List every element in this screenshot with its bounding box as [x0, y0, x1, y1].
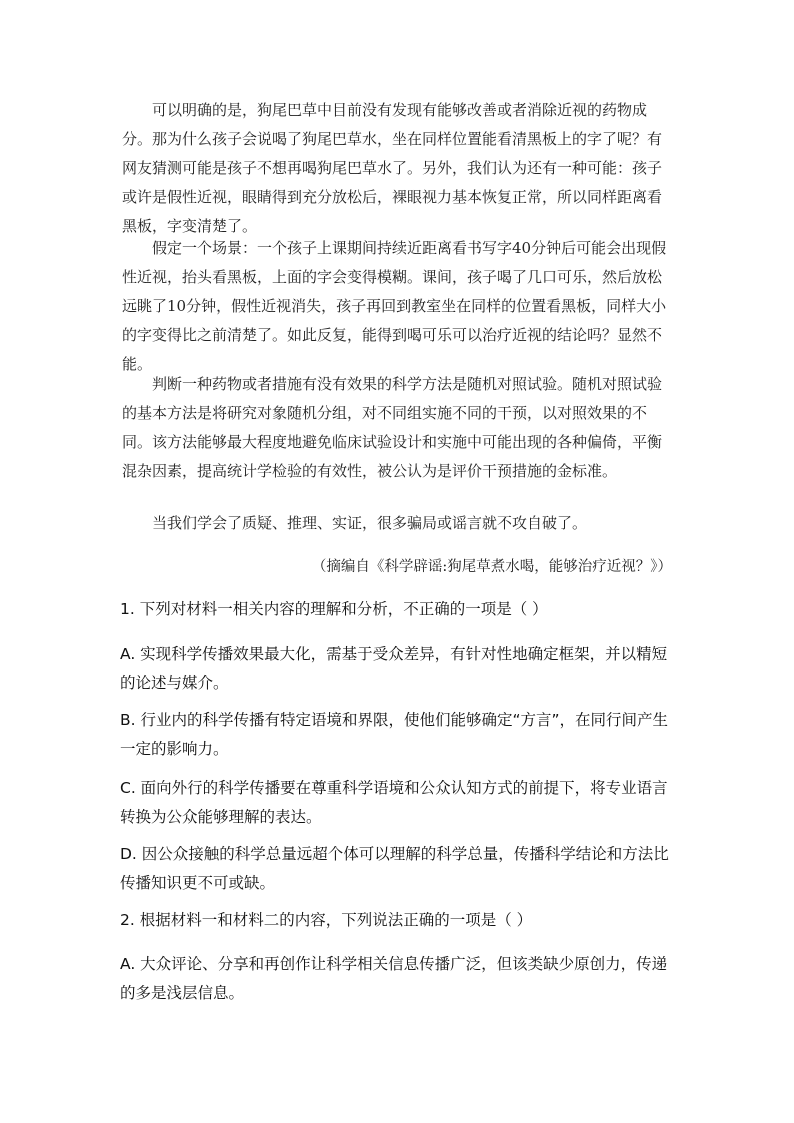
question-1-option-c: C. 面向外行的科学传播要在尊重科学语境和公众认知方式的前提下，将专业语言转换为公众能够理解的表达。	[120, 779, 668, 826]
source-citation: （摘编自《科学辟谣:狗尾草煮水喝，能够治疗近视？》）	[311, 559, 672, 575]
question-2-option-a: A. 大众评论、分享和再创作让科学相关信息传播广泛，但该类缺少原创力，传递的多是浅层信息。	[120, 955, 668, 1002]
passage-paragraph-4: 当我们学会了质疑、推理、实证，很多骗局或谣言就不攻自破了。	[152, 514, 588, 532]
question-1-stem: 1. 下列对材料一相关内容的理解和分析，不正确的一项是（ ）	[120, 600, 548, 618]
passage-paragraph-3: 判断一种药物或者措施有没有效果的科学方法是随机对照试验。随机对照试验的基本方法是将研究对象随机分组，对不同组实施不同的干预，以对照效果的不同。该方法能够最大程度地避免临床试验设计和实施中可能出现的各种偏倚，平衡混杂因素，提高统计学检验的有效性，被公认为是评价干预措施的金标准。	[122, 375, 663, 480]
passage-paragraph-2: 假定一个场景：一个孩子上课期间持续近距离看书写字40分钟后可能会出现假性近视，抬头看黑板，上面的字会变得模糊。课间，孩子喝了几口可乐，然后放松远眺了10分钟，假性近视消失，孩子再回到教室坐在同样的位置看黑板，同样大小的字变得比之前清楚了。如此反复，能得到喝可乐可以治疗近视的结论吗？显然不能。	[122, 239, 667, 373]
question-1-option-a: A. 实现科学传播效果最大化，需基于受众差异，有针对性地确定框架，并以精短的论述与媒介。	[120, 645, 668, 692]
question-1-option-b: B. 行业内的科学传播有特定语境和界限，使他们能够确定“方言”，在同行间产生一定的影响力。	[120, 711, 669, 758]
question-1-option-d: D. 因公众接触的科学总量远超个体可以理解的科学总量，传播科学结论和方法比传播知识更不可或缺。	[120, 845, 669, 892]
question-2-stem: 2. 根据材料一和材料二的内容，下列说法正确的一项是（ ）	[120, 911, 533, 929]
passage-paragraph-1: 可以明确的是，狗尾巴草中目前没有发现有能够改善或者消除近视的药物成分。那为什么孩子会说喝了狗尾巴草水，坐在同样位置能看清黑板上的字了呢？有网友猜测可能是孩子不想再喝狗尾巴草水了。另外，我们认为还有一种可能：孩子或许是假性近视，眼睛得到充分放松后，裸眼视力基本恢复正常，所以同样距离看黑板，字变清楚了。	[122, 101, 663, 235]
